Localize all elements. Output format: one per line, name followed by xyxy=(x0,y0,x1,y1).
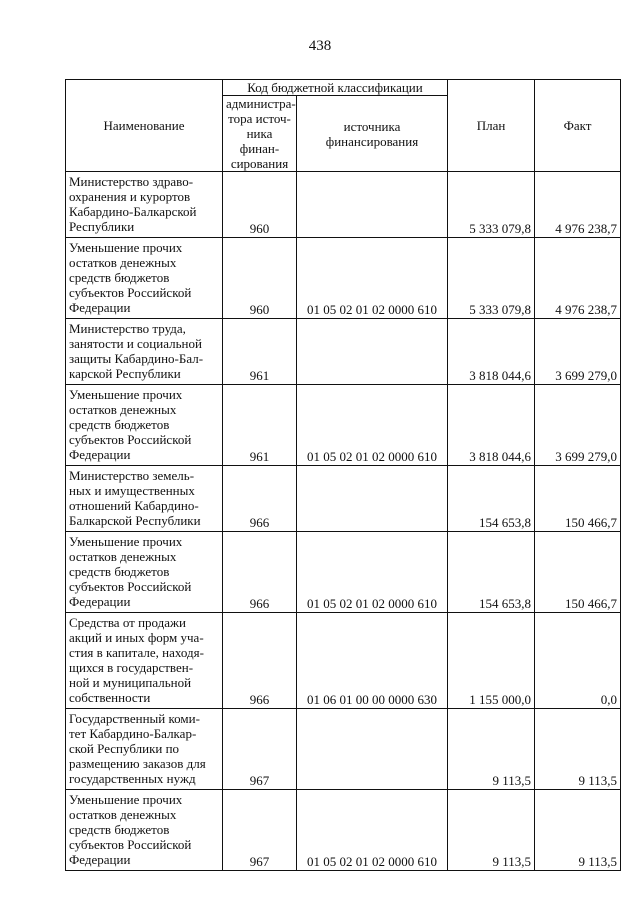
column-group-header-code: Код бюджетной классификации xyxy=(223,80,448,96)
cell-name xyxy=(66,172,223,238)
cell-text-line: остатков денежных xyxy=(69,807,177,822)
cell-text-line: Государственный коми- xyxy=(69,711,200,726)
cell-text-line: щихся в государствен- xyxy=(69,660,194,675)
cell-text-line: остатков денежных xyxy=(69,549,177,564)
cell-text-line: ской Республики по xyxy=(69,741,180,756)
cell-fact: 9 113,5 xyxy=(535,790,621,871)
cell-name xyxy=(66,385,223,466)
cell-text-line: Министерство труда, xyxy=(69,321,186,336)
cell-name xyxy=(66,613,223,709)
table-row xyxy=(66,790,621,871)
cell-text-line: Федерации xyxy=(69,300,131,315)
cell-text-line: остатков денежных xyxy=(69,402,177,417)
cell-text-line: Республики xyxy=(69,219,135,234)
cell-fact: 4 976 238,7 xyxy=(535,172,621,238)
cell-admin-code: 960 xyxy=(223,238,297,319)
cell-text-line: Федерации xyxy=(69,852,131,867)
cell-name xyxy=(66,532,223,613)
cell-name xyxy=(66,238,223,319)
cell-text-line: отношений Кабардино- xyxy=(69,498,199,513)
cell-source-code: 01 06 01 00 00 0000 630 xyxy=(297,613,448,709)
cell-source-code: 01 05 02 01 02 0000 610 xyxy=(297,532,448,613)
cell-text-line: Уменьшение прочих xyxy=(69,792,183,807)
cell-plan: 5 333 079,8 xyxy=(448,172,535,238)
cell-source-code: 01 05 02 01 02 0000 610 xyxy=(297,790,448,871)
cell-text-line: занятости и социальной xyxy=(69,336,202,351)
column-header-admin xyxy=(223,96,297,172)
cell-plan: 9 113,5 xyxy=(448,790,535,871)
cell-text-line: Федерации xyxy=(69,594,131,609)
table-row xyxy=(66,319,621,385)
page-number: 438 xyxy=(308,38,332,54)
cell-text-line: карской Республики xyxy=(69,366,181,381)
cell-admin-code: 967 xyxy=(223,790,297,871)
cell-text-line: средств бюджетов xyxy=(69,417,170,432)
cell-text-line: остатков денежных xyxy=(69,255,177,270)
cell-text-line: субъектов Российской xyxy=(69,285,192,300)
budget-table xyxy=(65,79,621,871)
cell-plan: 1 155 000,0 xyxy=(448,613,535,709)
cell-admin-code: 961 xyxy=(223,319,297,385)
cell-fact: 3 699 279,0 xyxy=(535,319,621,385)
table-row xyxy=(66,613,621,709)
column-header-plan: План xyxy=(448,80,535,172)
cell-text-line: стия в капитале, находя- xyxy=(69,645,204,660)
cell-fact: 4 976 238,7 xyxy=(535,238,621,319)
cell-admin-code: 966 xyxy=(223,466,297,532)
cell-plan: 3 818 044,6 xyxy=(448,319,535,385)
header-text-line: администра- xyxy=(226,96,296,111)
cell-text-line: Уменьшение прочих xyxy=(69,534,183,549)
cell-text-line: размещению заказов для xyxy=(69,756,206,771)
cell-text-line: Средства от продажи xyxy=(69,615,186,630)
table-row xyxy=(66,172,621,238)
cell-text-line: ных и имущественных xyxy=(69,483,195,498)
cell-fact: 0,0 xyxy=(535,613,621,709)
cell-fact: 3 699 279,0 xyxy=(535,385,621,466)
cell-name xyxy=(66,319,223,385)
cell-name xyxy=(66,790,223,871)
cell-text-line: защиты Кабардино-Бал- xyxy=(69,351,204,366)
cell-text-line: Федерации xyxy=(69,447,131,462)
cell-text-line: акций и иных форм уча- xyxy=(69,630,204,645)
cell-text-line: субъектов Российской xyxy=(69,432,192,447)
cell-source-code: 01 05 02 01 02 0000 610 xyxy=(297,385,448,466)
cell-admin-code: 961 xyxy=(223,385,297,466)
cell-name xyxy=(66,709,223,790)
cell-plan: 9 113,5 xyxy=(448,709,535,790)
cell-source-code: 01 05 02 01 02 0000 610 xyxy=(297,238,448,319)
cell-text-line: государственных нужд xyxy=(69,771,196,786)
cell-admin-code: 960 xyxy=(223,172,297,238)
header-text-line: источника xyxy=(343,118,401,134)
table-row xyxy=(66,466,621,532)
cell-text-line: Кабардино-Балкарской xyxy=(69,204,197,219)
cell-admin-code: 967 xyxy=(223,709,297,790)
cell-text-line: собственности xyxy=(69,690,151,705)
cell-source-code xyxy=(297,319,448,385)
cell-text-line: Министерство здраво- xyxy=(69,174,194,189)
cell-fact: 9 113,5 xyxy=(535,709,621,790)
table-row xyxy=(66,238,621,319)
header-text-line: ника финан- xyxy=(239,126,280,156)
cell-text-line: тет Кабардино-Балкар- xyxy=(69,726,197,741)
table-row xyxy=(66,385,621,466)
cell-fact: 150 466,7 xyxy=(535,466,621,532)
cell-text-line: Министерство земель- xyxy=(69,468,195,483)
cell-text-line: средств бюджетов xyxy=(69,564,170,579)
cell-text-line: субъектов Российской xyxy=(69,579,192,594)
cell-text-line: субъектов Российской xyxy=(69,837,192,852)
cell-plan: 5 333 079,8 xyxy=(448,238,535,319)
column-header-source xyxy=(297,96,448,172)
cell-text-line: охранения и курортов xyxy=(69,189,191,204)
cell-source-code xyxy=(297,172,448,238)
header-text-line: тора источ- xyxy=(228,111,291,126)
cell-text-line: Балкарской Республики xyxy=(69,513,201,528)
cell-text-line: средств бюджетов xyxy=(69,822,170,837)
cell-name xyxy=(66,466,223,532)
cell-source-code xyxy=(297,466,448,532)
table-row xyxy=(66,532,621,613)
cell-source-code xyxy=(297,709,448,790)
cell-plan: 3 818 044,6 xyxy=(448,385,535,466)
cell-fact: 150 466,7 xyxy=(535,532,621,613)
header-text-line: финансирования xyxy=(325,133,419,149)
cell-text-line: Уменьшение прочих xyxy=(69,387,183,402)
cell-text-line: Уменьшение прочих xyxy=(69,240,183,255)
cell-plan: 154 653,8 xyxy=(448,466,535,532)
table-row xyxy=(66,709,621,790)
column-header-name: Наименование xyxy=(66,80,223,172)
cell-text-line: средств бюджетов xyxy=(69,270,170,285)
cell-admin-code: 966 xyxy=(223,532,297,613)
cell-plan: 154 653,8 xyxy=(448,532,535,613)
column-header-fact: Факт xyxy=(535,80,621,172)
cell-text-line: ной и муниципальной xyxy=(69,675,192,690)
cell-admin-code: 966 xyxy=(223,613,297,709)
header-text-line: сирования xyxy=(230,156,289,171)
